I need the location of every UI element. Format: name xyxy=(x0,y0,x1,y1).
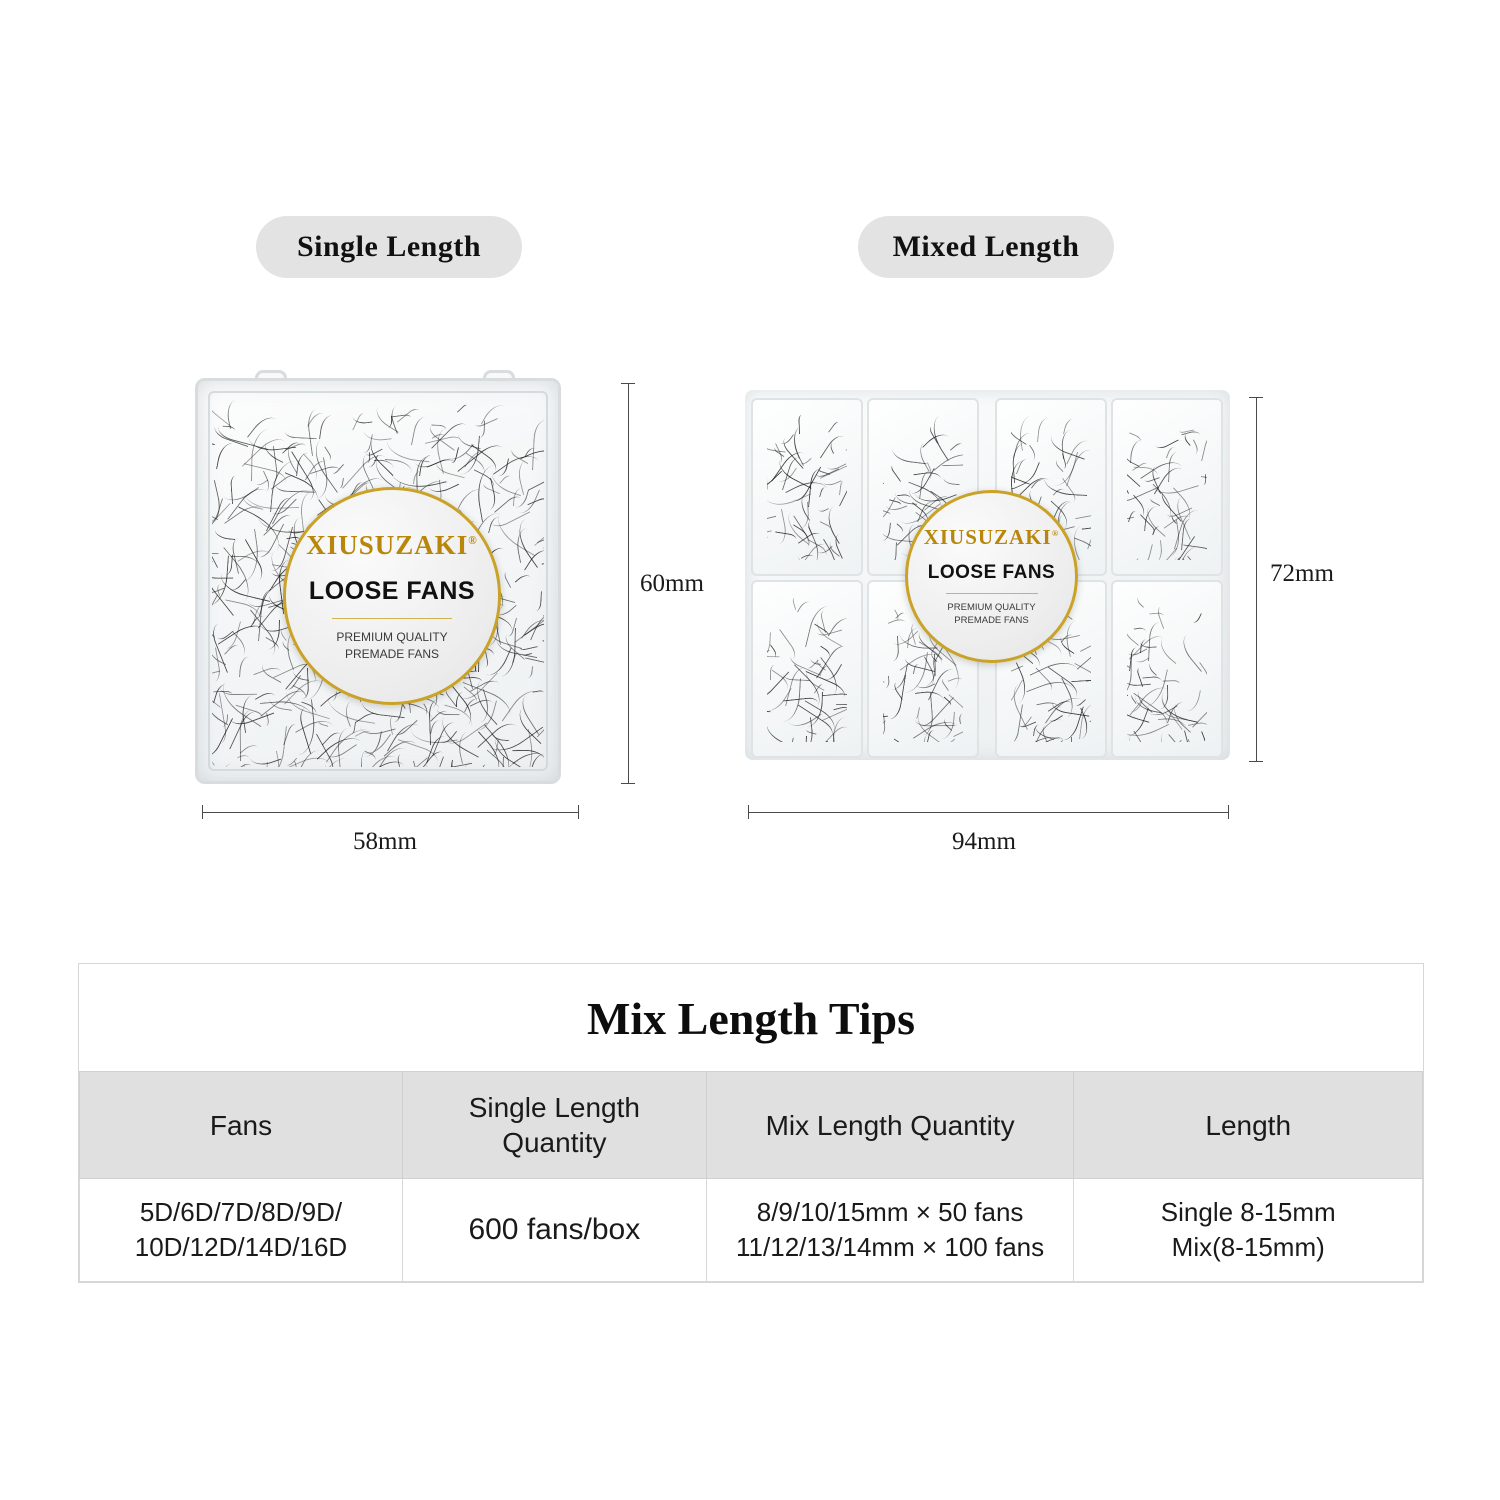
tray-cell xyxy=(751,398,863,576)
sticker-divider xyxy=(946,593,1038,594)
single-width-tick-right xyxy=(578,805,579,819)
brand-name: XIUSUZAKI® xyxy=(306,530,478,561)
brand-sticker-mixed xyxy=(905,490,1078,663)
lash-fans-fill xyxy=(1127,414,1207,560)
lash-fans-fill xyxy=(1127,596,1207,742)
tray-cell xyxy=(1111,398,1223,576)
single-width-tick-left xyxy=(202,805,203,819)
single-height-tick-bottom xyxy=(621,783,635,784)
lash-fans-fill xyxy=(767,596,847,742)
cell-length: Single 8-15mm Mix(8-15mm) xyxy=(1074,1179,1423,1282)
single-height-label: 60mm xyxy=(640,570,704,597)
cell-mix-quantity: 8/9/10/15mm × 50 fans 11/12/13/14mm × 100 fans xyxy=(706,1179,1074,1282)
mixed-height-guide xyxy=(1256,397,1257,761)
lash-fans-fill xyxy=(767,414,847,560)
single-height-guide xyxy=(628,383,629,783)
product-name: LOOSE FANS xyxy=(927,562,1056,584)
single-width-guide xyxy=(202,812,578,813)
table-row xyxy=(80,1179,1423,1282)
mixed-height-tick-bottom xyxy=(1249,761,1263,762)
trademark-symbol: ® xyxy=(468,535,478,548)
single-length-label: Single Length xyxy=(256,216,522,278)
product-name: LOOSE FANS xyxy=(308,577,476,606)
mixed-height-label: 72mm xyxy=(1270,560,1334,587)
brand-name: XIUSUZAKI® xyxy=(923,525,1060,550)
tray-cell xyxy=(1111,580,1223,758)
cell-fans: 5D/6D/7D/8D/9D/ 10D/12D/14D/16D xyxy=(80,1179,403,1282)
mixed-height-tick-top xyxy=(1249,397,1263,398)
single-width-label: 58mm xyxy=(353,828,417,855)
header-length: Length xyxy=(1074,1072,1423,1179)
single-height-tick-top xyxy=(621,383,635,384)
mix-length-tips-table xyxy=(78,963,1424,1283)
trademark-symbol: ® xyxy=(1051,528,1060,539)
sticker-subtitle: PREMIUM QUALITY PREMADE FANS xyxy=(336,630,448,661)
header-single-length-quantity: Single Length Quantity xyxy=(402,1072,706,1179)
mixed-width-tick-left xyxy=(748,805,749,819)
mixed-width-tick-right xyxy=(1228,805,1229,819)
tray-cell xyxy=(751,580,863,758)
mixed-width-guide xyxy=(748,812,1228,813)
mixed-length-label: Mixed Length xyxy=(858,216,1114,278)
table-header-row xyxy=(80,1072,1423,1179)
brand-sticker-single xyxy=(283,487,501,705)
header-fans: Fans xyxy=(80,1072,403,1179)
cell-single-quantity: 600 fans/box xyxy=(402,1179,706,1282)
sticker-subtitle: PREMIUM QUALITY PREMADE FANS xyxy=(947,602,1036,626)
mixed-width-label: 94mm xyxy=(952,828,1016,855)
specs-table xyxy=(79,1071,1423,1282)
table-title: Mix Length Tips xyxy=(586,993,916,1044)
header-mix-length-quantity: Mix Length Quantity xyxy=(706,1072,1074,1179)
sticker-divider xyxy=(332,618,452,619)
